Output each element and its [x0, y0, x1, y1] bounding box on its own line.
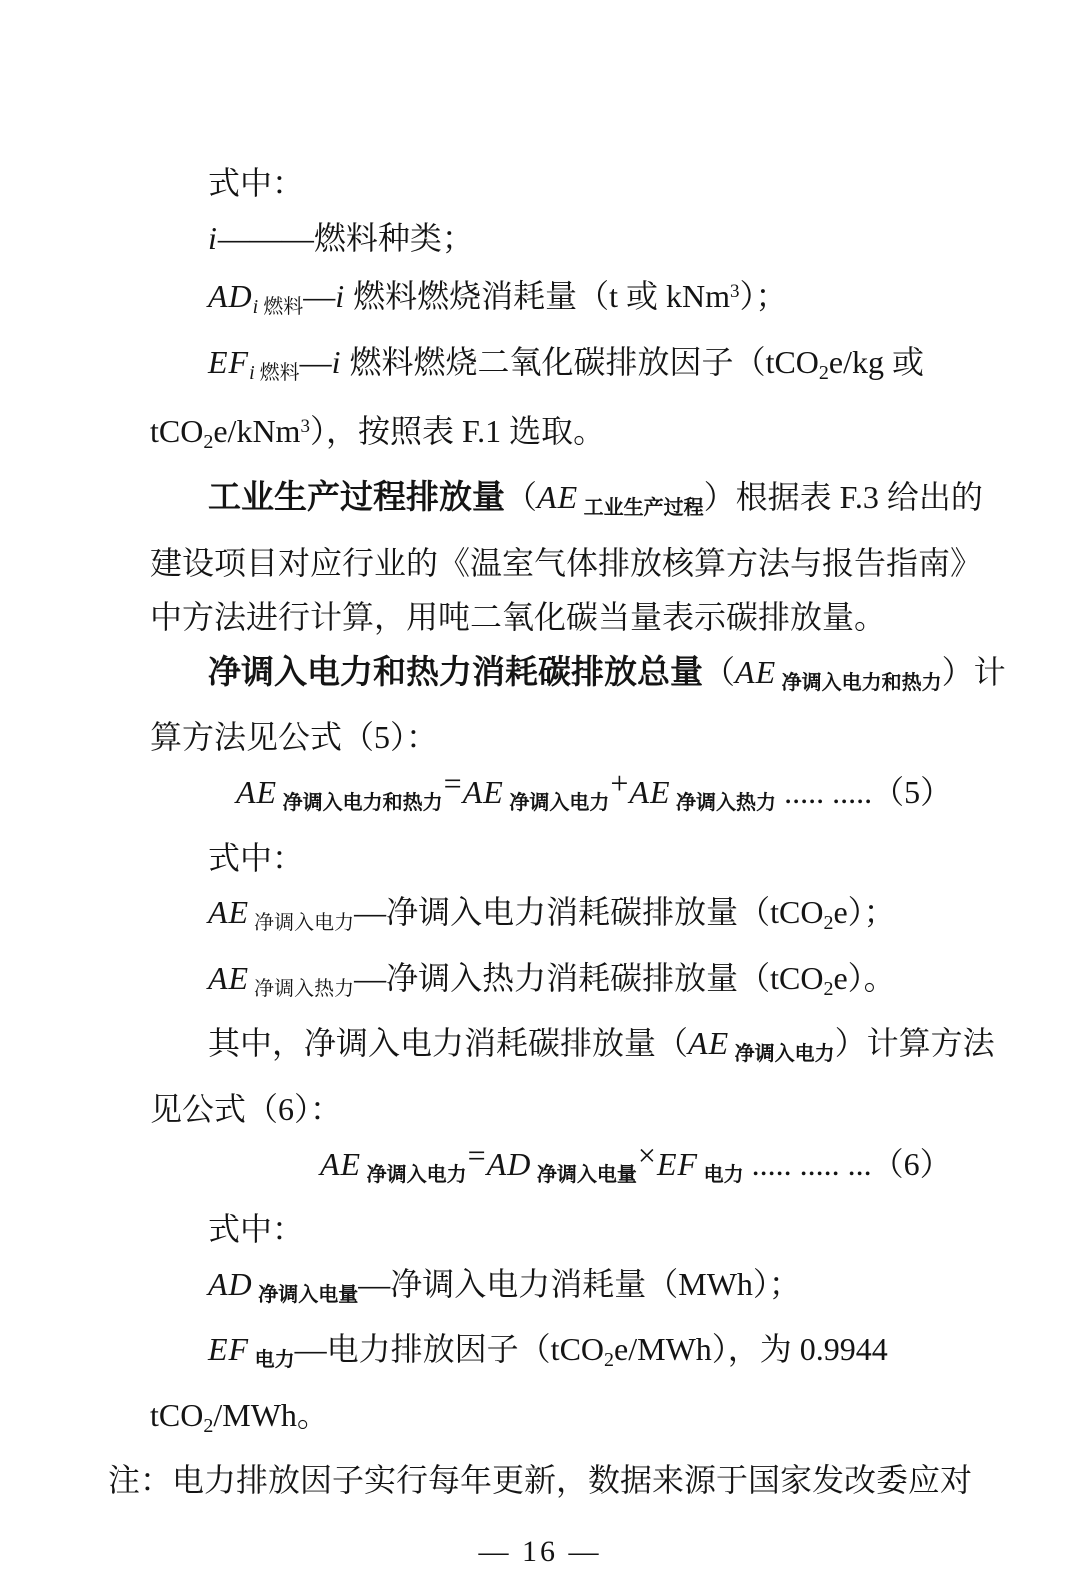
text-run: —: [358, 1265, 391, 1302]
text-run-term: 电力排放因子: [326, 1331, 519, 1368]
text-run: ），按照表 F.1 选取。: [309, 413, 606, 450]
text-run-gothic-subscript: 净调入热力: [670, 791, 777, 814]
text-run: 式中：: [208, 839, 305, 876]
text-run-subscript: 2: [823, 977, 834, 1000]
text-run: 算方法见公式（5）：: [150, 719, 439, 756]
text-run: ）根据表 F.3 给出的: [703, 478, 983, 515]
text-run: ）计: [941, 653, 1006, 690]
text-run-term: 注：电力排放因子实行每年更新，数据来源于国家发改委应对: [108, 1462, 973, 1499]
text-run-variable: AE: [236, 773, 278, 810]
text-run: e/kNm: [213, 413, 301, 450]
text-run: [342, 344, 350, 380]
text-run-gothic-subscript: 电力: [249, 1349, 295, 1372]
text-run-variable: AE: [688, 1025, 730, 1062]
text-run: —: [303, 278, 336, 315]
text-run-subscript: 2: [823, 912, 834, 935]
text-run-operator: =: [467, 1136, 486, 1173]
text-run-gothic-subscript: 净调入电力: [729, 1043, 835, 1066]
text-run: e）。: [833, 959, 896, 996]
text-run-variable: AD: [208, 278, 253, 315]
paragraph-line: [150, 1016, 995, 1082]
text-run-variable: AE: [208, 959, 250, 996]
text-run-subscript: 2: [203, 1414, 214, 1437]
text-run-variable-subscript: i: [249, 361, 255, 384]
paragraph-line: [150, 831, 945, 886]
text-run: （tCO: [518, 1331, 605, 1368]
text-run: （tCO: [738, 894, 824, 931]
text-run-variable: AD: [486, 1145, 532, 1182]
paragraph-line: [150, 1082, 945, 1137]
text-run: [345, 278, 353, 314]
text-run-subscript: 2: [604, 1349, 615, 1372]
text-run-gothic-subscript: 净调入电量: [252, 1283, 359, 1306]
text-run: （: [505, 478, 538, 515]
text-run-variable: EF: [656, 1145, 699, 1182]
text-run: /MWh。: [213, 1396, 329, 1433]
paragraph-line: [150, 1202, 945, 1257]
text-run: 见公式（6）：: [150, 1090, 343, 1127]
text-run: ———: [217, 219, 314, 256]
text-run: 建设项目对应行业的《温室气体排放核算方法与报告指南》: [150, 544, 983, 581]
text-run: 式中：: [208, 1211, 305, 1248]
text-run-variable: AE: [320, 1145, 362, 1182]
paragraph-line: [150, 400, 945, 470]
text-run-superscript: 3: [730, 281, 740, 303]
text-run-subscript: 2: [203, 431, 214, 454]
paragraph-line: [150, 470, 983, 536]
text-run: （tCO: [733, 343, 819, 380]
text-run: e）；: [833, 894, 896, 931]
text-run: （tCO: [738, 959, 824, 996]
document-body: [108, 156, 1006, 1508]
text-run-subscript: 燃料: [258, 296, 304, 319]
text-run-variable: AE: [629, 773, 671, 810]
text-run-term: 燃料燃烧消耗量: [353, 278, 578, 315]
text-run-subscript: 净调入热力: [249, 977, 355, 1000]
text-run: （t 或 kNm: [577, 278, 731, 315]
text-run-gothic-subscript: 净调入电力: [361, 1163, 467, 1186]
page-number: — 16 —: [478, 1535, 602, 1569]
paragraph-line: [150, 156, 945, 211]
paragraph-line: [150, 885, 945, 951]
text-run-subscript: 2: [818, 361, 829, 384]
text-run-heading-subscript: 工业生产过程: [578, 496, 704, 519]
paragraph-line: [150, 951, 945, 1017]
text-run: —: [294, 1331, 327, 1368]
paragraph-line: [150, 335, 945, 401]
text-run-variable: AE: [537, 478, 579, 515]
paragraph-line: [150, 1257, 945, 1323]
paragraph-line: [150, 211, 945, 266]
text-run: ）计算方法: [834, 1025, 995, 1062]
text-run-term: 燃料燃烧二氧化碳排放因子: [349, 343, 734, 380]
text-run-gothic-subscript: 净调入电力和热力: [277, 791, 443, 814]
text-run-subscript: 净调入电力: [249, 912, 355, 935]
text-run-variable: i: [331, 343, 342, 380]
text-run-variable: AE: [462, 773, 504, 810]
text-run-variable: AE: [208, 894, 250, 931]
text-run: 式中：: [208, 165, 305, 201]
text-run-subscript: 燃料: [254, 361, 300, 384]
text-run-heading: 工业生产过程排放量: [208, 477, 505, 515]
paragraph-line: [150, 764, 953, 831]
text-run: ）；: [739, 278, 788, 315]
text-run-variable: i: [335, 278, 346, 315]
text-run-variable: EF: [208, 343, 250, 380]
text-run: —: [354, 894, 387, 931]
text-run-variable: EF: [208, 1331, 250, 1368]
text-run-term: 净调入电力消耗碳排放量: [386, 894, 739, 931]
text-run-variable: i: [208, 219, 218, 256]
text-run-gothic-subscript: 净调入电力: [503, 791, 610, 814]
text-run: （5）: [872, 773, 953, 810]
paragraph-line: [150, 1322, 945, 1388]
text-run: e/kg 或: [828, 343, 925, 380]
text-run: tCO: [150, 413, 204, 450]
paragraph-line: [108, 1453, 973, 1508]
paragraph-line: [150, 536, 983, 591]
text-run: —: [354, 959, 387, 996]
text-run-heading-subscript: 净调入电力和热力: [776, 671, 942, 694]
text-run-term: 燃料种类；: [313, 219, 474, 256]
paragraph-line: [150, 645, 1006, 711]
text-run: （6）: [871, 1145, 952, 1182]
text-run-variable: AD: [208, 1265, 253, 1302]
text-run-operator: ×: [637, 1136, 656, 1173]
text-run-gothic-subscript: 净调入电量: [531, 1163, 637, 1186]
text-run-variable-subscript: i: [252, 296, 259, 319]
text-run-heading: 净调入电力和热力消耗碳排放总量: [208, 652, 703, 690]
text-run-gothic-subscript: 电力: [698, 1163, 744, 1186]
paragraph-line: [150, 1136, 952, 1203]
paragraph-line: [150, 590, 945, 645]
text-run: ..... .....: [776, 773, 873, 810]
text-run-term: 净调入电力消耗量: [390, 1265, 647, 1302]
paragraph-line: [150, 1388, 945, 1454]
text-run-superscript: 3: [300, 416, 310, 438]
text-run: 中方法进行计算，用吨二氧化碳当量表示碳排放量。: [150, 599, 887, 636]
text-run: （MWh）；: [646, 1265, 801, 1302]
text-run-operator: =: [443, 764, 462, 801]
paragraph-line: [150, 710, 945, 765]
text-run: （: [703, 653, 736, 690]
text-run: —: [299, 343, 332, 380]
text-run: e/MWh），为 0.9944: [614, 1331, 888, 1368]
text-run-term: 净调入热力消耗碳排放量: [386, 959, 739, 996]
paragraph-line: [150, 265, 945, 335]
text-run: 其中，净调入电力消耗碳排放量（: [208, 1025, 689, 1062]
text-run: ..... ..... ...: [743, 1145, 872, 1182]
text-run-variable: AE: [735, 653, 777, 690]
text-run-operator: +: [610, 764, 629, 801]
text-run: tCO: [150, 1396, 204, 1433]
